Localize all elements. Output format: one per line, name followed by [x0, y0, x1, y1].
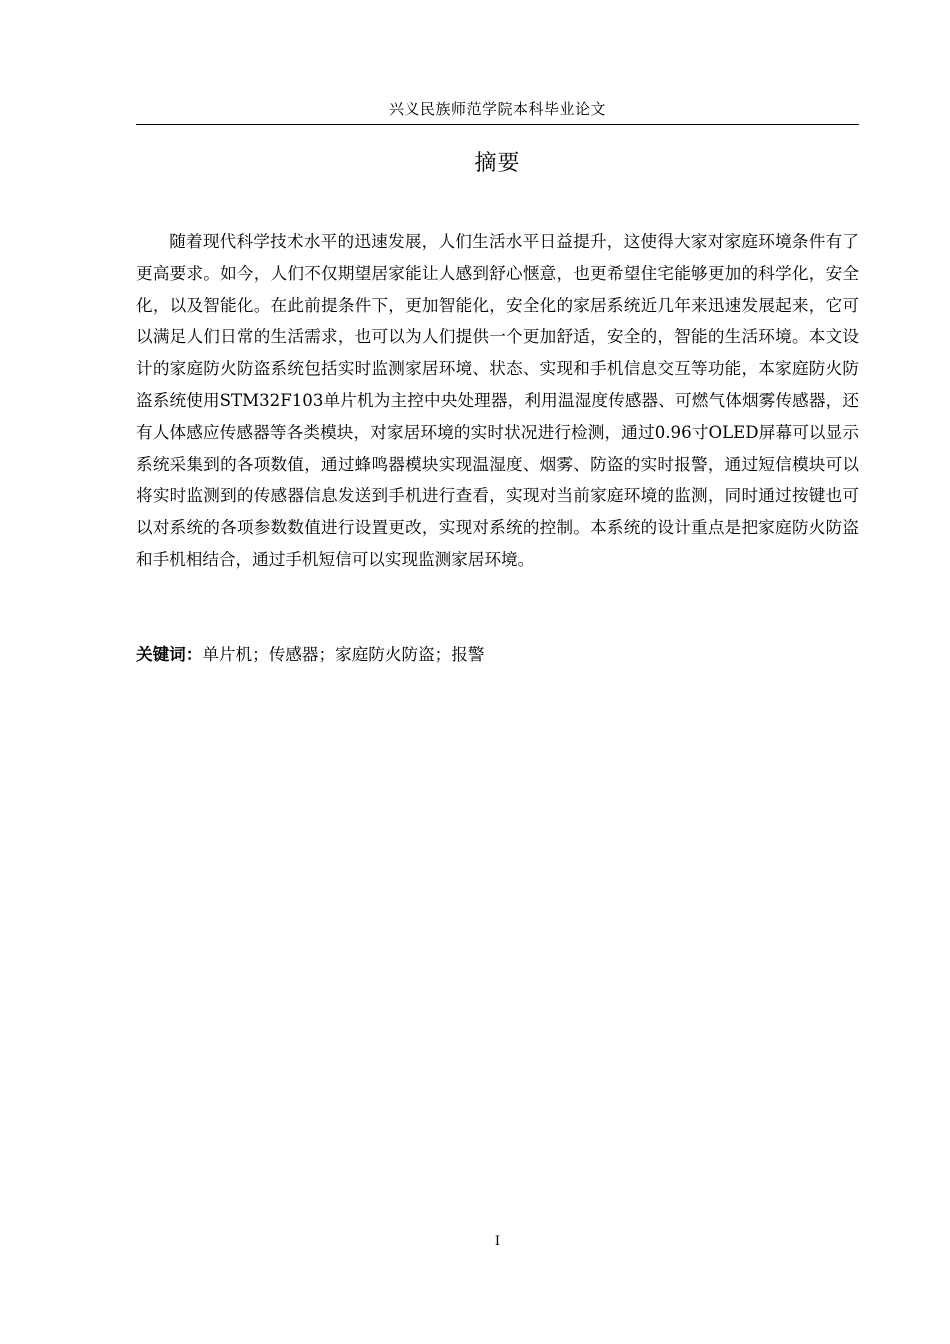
- keywords-label: 关键词：: [136, 645, 203, 664]
- abstract-title: 摘要: [474, 151, 521, 176]
- header-divider: [136, 124, 859, 125]
- page-header: 兴义民族师范学院本科毕业论文: [388, 100, 606, 118]
- keywords-line: [136, 641, 859, 669]
- keywords-value: 单片机；传感器；家庭防火防盗；报警: [202, 645, 485, 664]
- page-number: I: [494, 1234, 501, 1249]
- abstract-body: 随着现代科学技术水平的迅速发展，人们生活水平日益提升，这使得大家对家庭环境条件有了更高要求。如今，人们不仅期望居家能让人感到舒心惬意，也更希望住宅能够更加的科学化，安全化，以及智能化。在此前提条件下，更加智能化，安全化的家居系统近几年来迅速发展起来，它可以满足人们日常的生活需求，也可以为人们提供一个更加舒适，安全的，智能的生活环境。本文设计的家庭防火防盗系统包括实时监测家居环境、状态、实现和手机信息交互等功能，本家庭防火防盗系统使用STM32F103单片机为主控中央处理器，利用温湿度传感器、可燃气体烟雾传感器，还有人体感应传感器等各类模块，对家居环境的实时状况进行检测，通过0.96寸OLED屏幕可以显示系统采集到的各项数值，通过蜂鸣器模块实现温湿度、烟雾、防盗的实时报警，通过短信模块可以将实时监测到的传感器信息发送到手机进行查看，实现对当前家庭环境的监测，同时通过按键也可以对系统的各项参数数值进行设置更改，实现对系统的控制。本系统的设计重点是把家庭防火防盗和手机相结合，通过手机短信可以实现监测家居环境。: [136, 232, 859, 569]
